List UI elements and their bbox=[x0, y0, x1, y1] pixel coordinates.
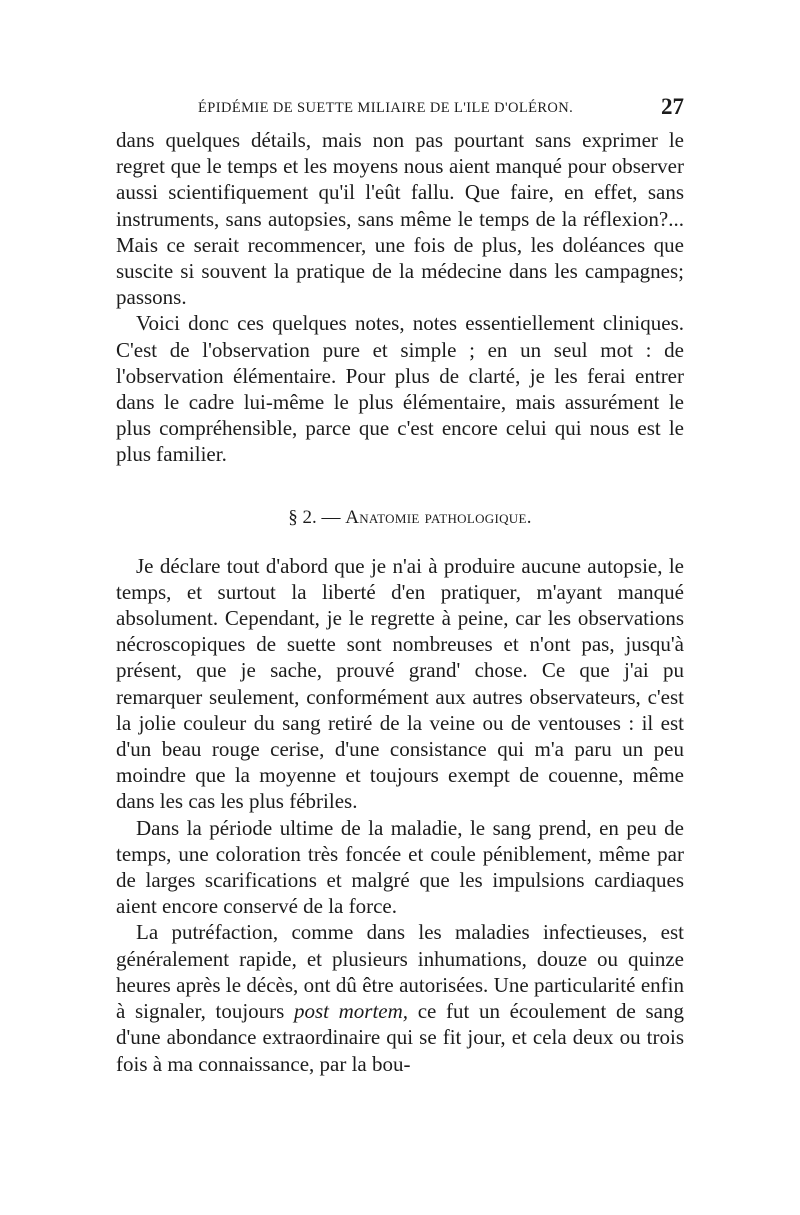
section-number: § 2. — bbox=[288, 506, 341, 528]
running-title: ÉPIDÉMIE DE SUETTE MILIAIRE DE L'ILE D'OLÉRON. bbox=[198, 100, 574, 116]
section-heading bbox=[116, 505, 684, 531]
paragraph-continuation: dans quelques détails, mais non pas pourtant sans exprimer le regret que le temps et les moyens nous aient manqué pour observer aussi scientifiquement qu'il l'eût fallu. Que faire, en effet, sans instruments, sans autopsies, sans même le temps de la réflexion?... Mais ce serait recommencer, une fois de plus, les doléances que suscite si souvent la pratique de la médecine dans les campagnes; passons. bbox=[116, 128, 684, 310]
section-title: Anatomie pathologique. bbox=[345, 506, 532, 528]
paragraph-notes: Voici donc ces quelques notes, notes essentiellement cliniques. C'est de l'observation pure et simple ; en un seul mot : de l'observation élémentaire. Pour plus de clarté, je les ferai entrer dans le cadre lui-même le plus élémentaire, mais assurément le plus compréhensible, parce que c'est encore celui qui nous est le plus familier. bbox=[116, 311, 684, 467]
paragraph-periode-ultime: Dans la période ultime de la maladie, le sang prend, en peu de temps, une coloration très foncée et coule péniblement, même par de larges scarifications et malgré que les impulsions cardiaques aient encore conservé de la force. bbox=[116, 815, 684, 919]
putrefaction-text-end: ce fut un écoulement de sang d'une abondance extraordinaire qui se fit jour, et cela deux ou trois fois à ma connaissance, par la bou- bbox=[116, 999, 684, 1076]
body-text bbox=[116, 127, 684, 1077]
paragraph-putrefaction bbox=[116, 919, 684, 1076]
running-head bbox=[116, 96, 684, 126]
post-mortem-italic: post mortem, bbox=[293, 999, 409, 1024]
putrefaction-text-start: La putréfaction, comme dans les maladies infectieuses, est généralement rapide, et plusieurs inhumations, douze ou quinze heures après le décès, ont dû être autorisées. Une particularité enfin à signaler, toujours bbox=[116, 920, 684, 1024]
page-number: 27 bbox=[661, 94, 684, 119]
paragraph-autopsie: Je déclare tout d'abord que je n'ai à produire aucune autopsie, le temps, et surtout la liberté d'en pratiquer, m'ayant manqué absolument. Cependant, je le regrette à peine, car les observations nécroscopiques de suette sont nombreuses et n'ont pas, jusqu'à présent, que je sache, prouvé grand' chose. Ce que j'ai pu remarquer seulement, conformément aux autres observateurs, c'est la jolie couleur du sang retiré de la veine ou de ventouses : il est d'un beau rouge cerise, d'une consistance qui m'a paru un peu moindre que la moyenne et toujours exempt de couenne, même dans les cas les plus fébriles. bbox=[116, 553, 684, 814]
